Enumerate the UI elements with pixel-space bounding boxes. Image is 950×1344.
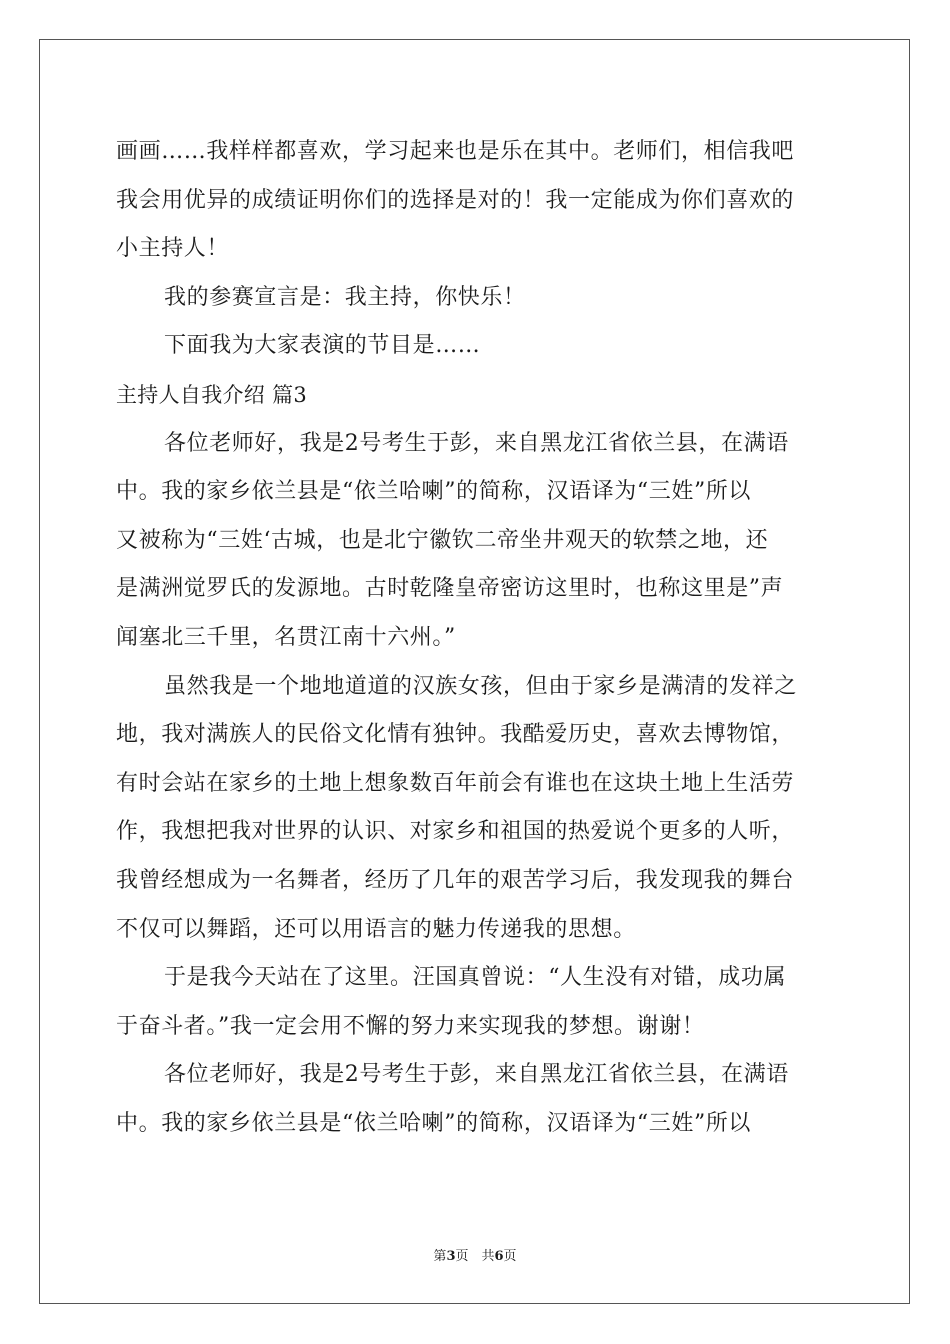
text-line: 中。我的家乡依兰县是“依兰哈喇”的简称，汉语译为“三姓”所以 — [116, 479, 751, 505]
text-line: 地，我对满族人的民俗文化情有独钟。我酷爱历史，喜欢去博物馆， — [116, 722, 795, 748]
text-line: 各位老师好，我是2号考生于彭，来自黑龙江省依兰县，在满语 — [164, 430, 789, 456]
text-line: 闻塞北三千里，名贯江南十六州。” — [116, 624, 456, 650]
text-line: 作，我想把我对世界的认识、对家乡和祖国的热爱说个更多的人听， — [116, 819, 795, 845]
text-line: 又被称为“三姓‘古城，也是北宁徽钦二帝坐井观天的软禁之地，还 — [116, 527, 769, 553]
total-page-number: 6 — [494, 1249, 504, 1264]
text-line: 各位老师好，我是2号考生于彭，来自黑龙江省依兰县，在满语 — [164, 1062, 789, 1088]
text-line: 是满洲觉罗氏的发源地。古时乾隆皇帝密访这里时，也称这里是”声 — [116, 576, 784, 602]
text-line: 于是我今天站在了这里。汪国真曾说：“人生没有对错，成功属 — [164, 965, 787, 991]
current-page-number: 3 — [446, 1249, 456, 1264]
text-line: 虽然我是一个地地道道的汉族女孩，但由于家乡是满清的发祥之 — [164, 673, 797, 699]
text-line: 我的参赛宣言是：我主持，你快乐！ — [164, 284, 526, 310]
text-line: 画画……我样样都喜欢，学习起来也是乐在其中。老师们，相信我吧 — [116, 139, 795, 164]
footer-middle: 页 共 — [455, 1249, 495, 1264]
text-line: 中。我的家乡依兰县是“依兰哈喇”的简称，汉语译为“三姓”所以 — [116, 1110, 751, 1136]
footer-prefix: 第 — [433, 1249, 447, 1264]
text-line: 于奋斗者。”我一定会用不懈的努力来实现我的梦想。谢谢！ — [116, 1013, 705, 1039]
text-line: 不仅可以舞蹈，还可以用语言的魅力传递我的思想。 — [116, 916, 636, 942]
footer-suffix: 页 — [503, 1249, 517, 1264]
page-footer — [0, 1245, 950, 1264]
text-line: 有时会站在家乡的土地上想象数百年前会有谁也在这块土地上生活劳 — [116, 770, 795, 796]
section-heading: 主持人自我介绍 篇3 — [116, 382, 308, 407]
text-line: 小主持人！ — [116, 236, 230, 262]
text-line: 下面我为大家表演的节目是…… — [164, 333, 481, 359]
document-body — [116, 128, 836, 1148]
text-line: 我曾经想成为一名舞者，经历了几年的艰苦学习后，我发现我的舞台 — [116, 867, 795, 893]
text-line: 我会用优异的成绩证明你们的选择是对的！我一定能成为你们喜欢的 — [116, 187, 795, 213]
